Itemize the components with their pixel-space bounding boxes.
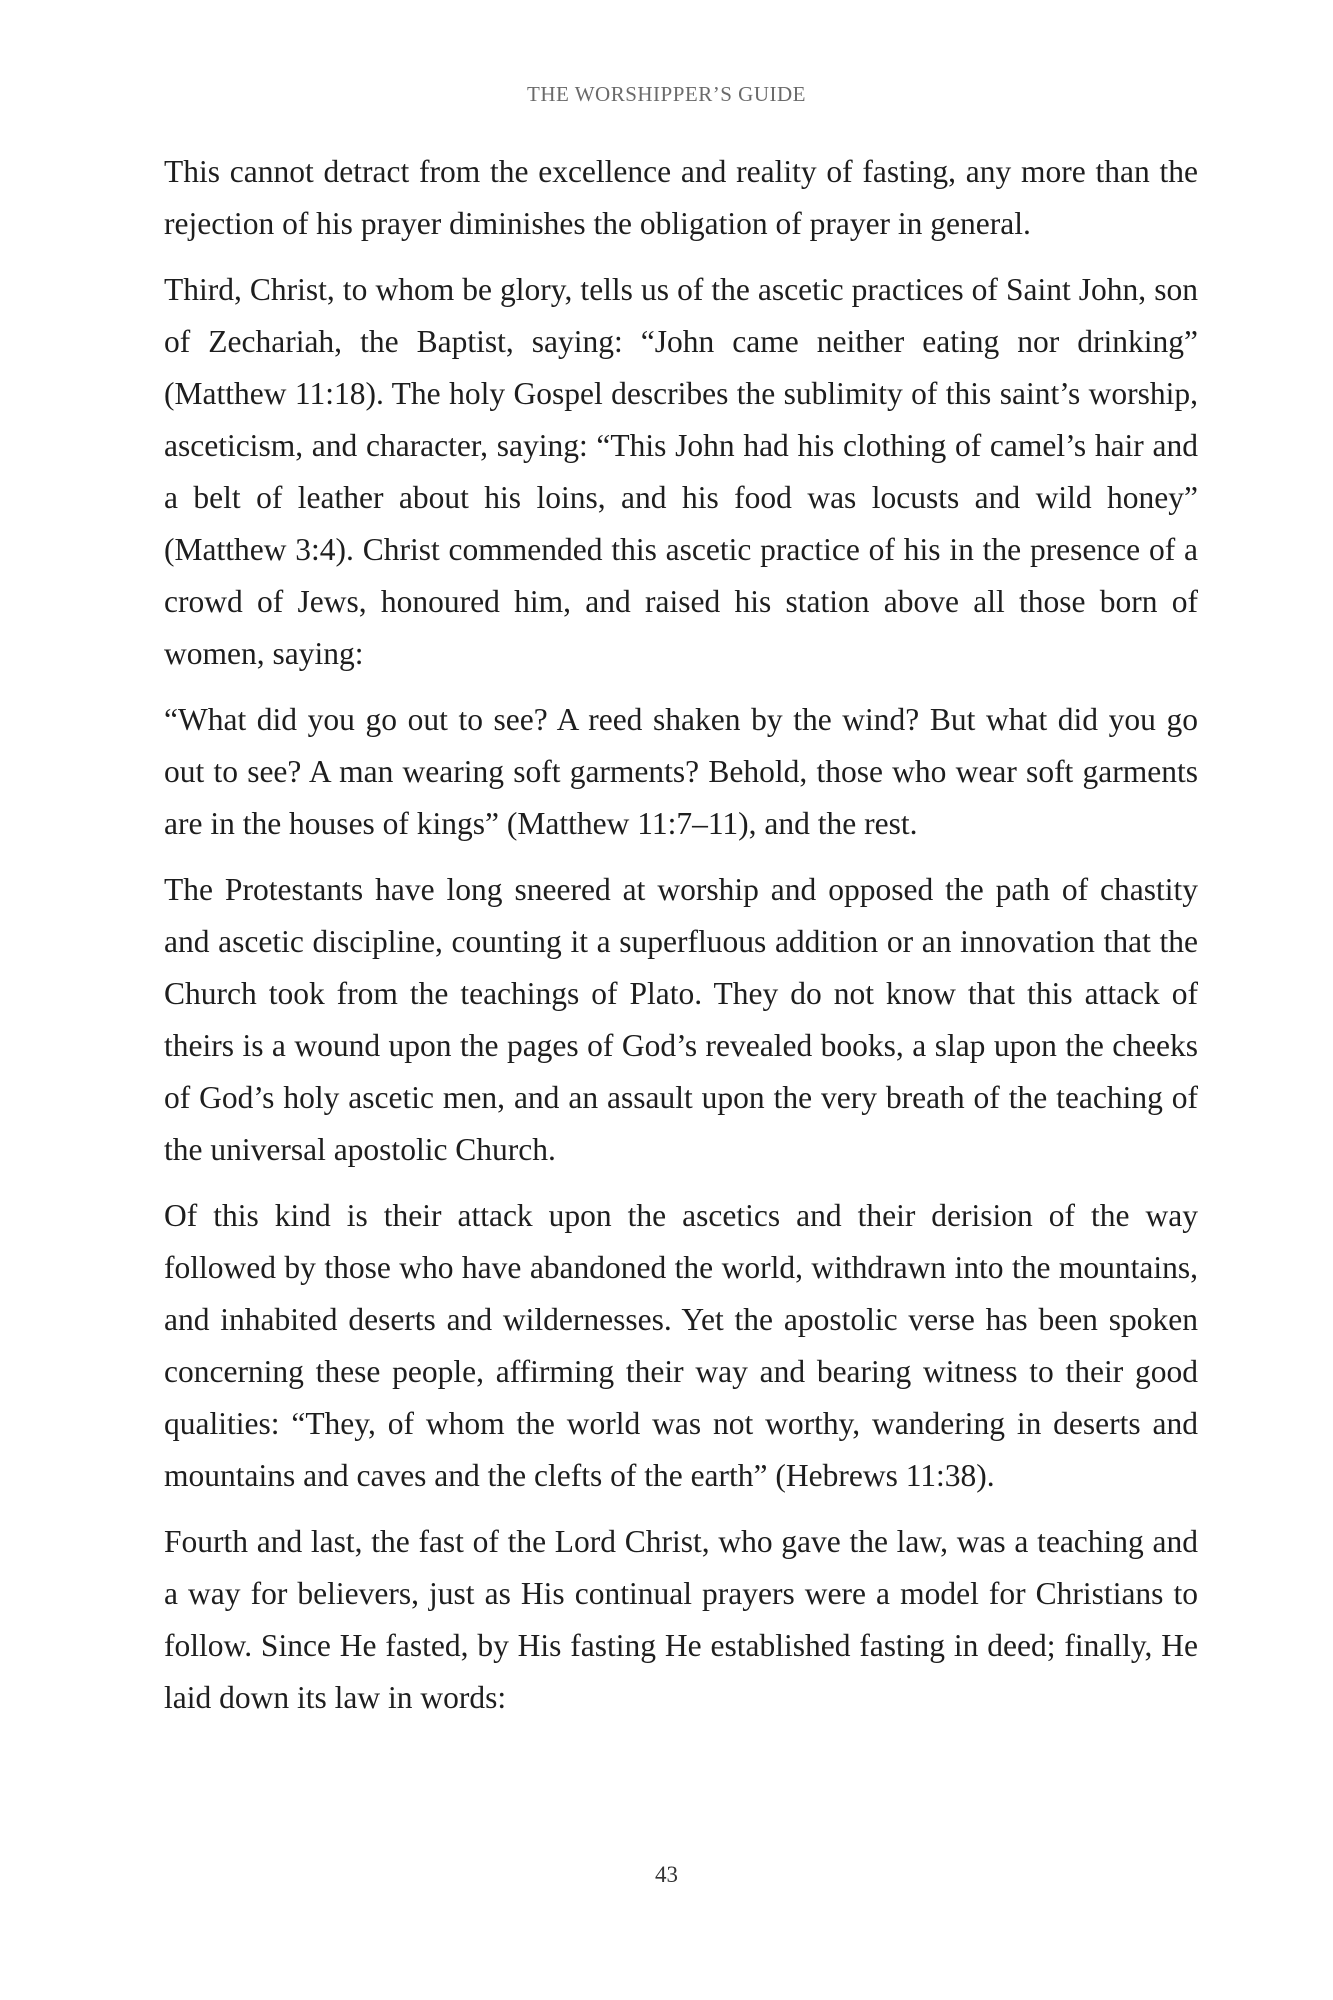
paragraph: This cannot detract from the excellence and reality of fasting, any more than the rejection of his prayer diminishes the obligation of prayer in general.	[164, 154, 1198, 241]
running-header: THE WORSHIPPER’S GUIDE	[527, 82, 806, 106]
paragraph: “What did you go out to see? A reed shaken by the wind? But what did you go out to see? A man wearing soft garments? Behold, those who wear soft garments are in the houses of kings” (Matthew 11:7–11), and the rest.	[164, 702, 1198, 841]
body-text	[164, 146, 1198, 1738]
paragraph: The Protestants have long sneered at worship and opposed the path of chastity and ascetic discipline, counting it a superfluous addition or an innovation that the Church took from the teachings of Plato. They do not know that this attack of theirs is a wound upon the pages of God’s revealed books, a slap upon the cheeks of God’s holy ascetic men, and an assault upon the very breath of the teaching of the universal apostolic Church.	[164, 872, 1198, 1167]
paragraph: Of this kind is their attack upon the ascetics and their derision of the way followed by those who have abandoned the world, withdrawn into the mountains, and inhabited deserts and wildernesses. Yet the apostolic verse has been spoken concerning these people, affirming their way and bearing witness to their good qualities: “They, of whom the world was not worthy, wandering in deserts and mountains and caves and the clefts of the earth” (Hebrews 11:38).	[164, 1198, 1198, 1493]
paragraph: Third, Christ, to whom be glory, tells us of the ascetic practices of Saint John, son of Zechariah, the Baptist, saying: “John came neither eating nor drinking” (Matthew 11:18). The holy Gospel describes the sublimity of this saint’s worship, asceticism, and character, saying: “This John had his clothing of camel’s hair and a belt of leather about his loins, and his food was locusts and wild honey” (Matthew 3:4). Christ commended this ascetic practice of his in the presence of a crowd of Jews, honoured him, and raised his station above all those born of women, saying:	[164, 272, 1198, 671]
page-number: 43	[655, 1862, 678, 1887]
paragraph: Fourth and last, the fast of the Lord Christ, who gave the law, was a teaching and a way for believers, just as His continual prayers were a model for Christians to follow. Since He fasted, by His fasting He established fasting in deed; finally, He laid down its law in words:	[164, 1524, 1198, 1715]
